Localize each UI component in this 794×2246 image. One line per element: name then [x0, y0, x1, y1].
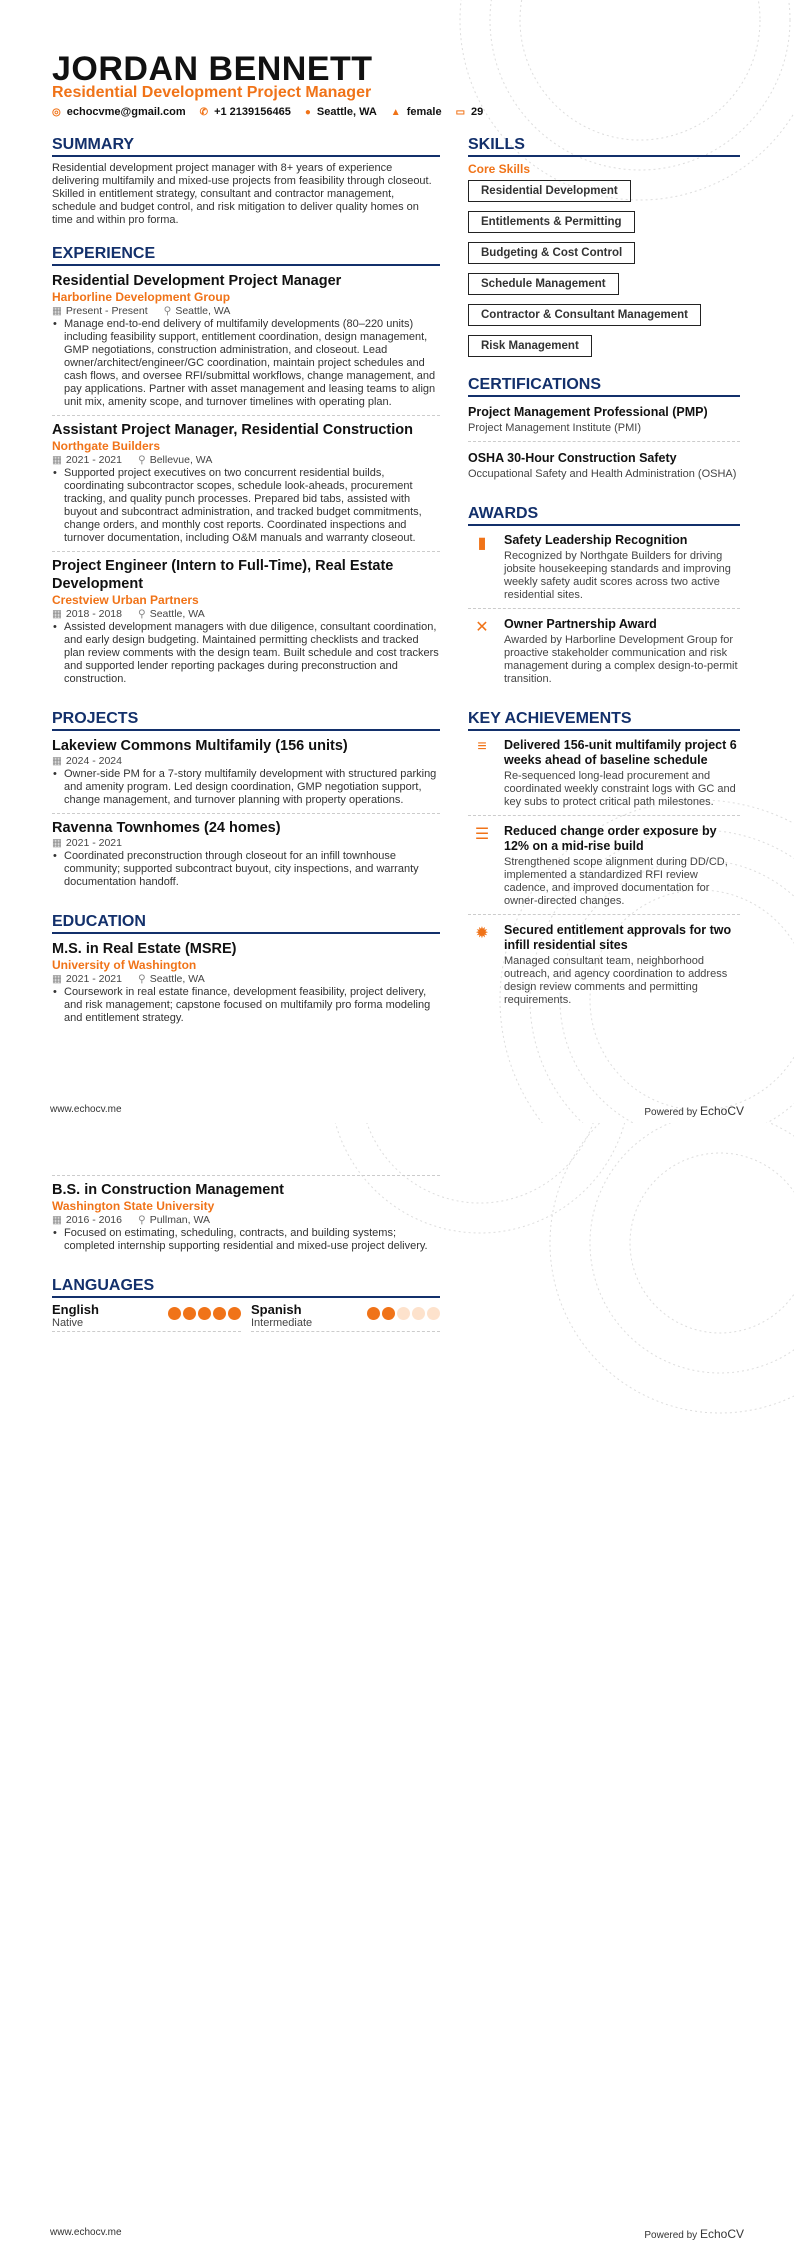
entry — [52, 1180, 440, 1259]
footer-brand[interactable]: EchoCV — [699, 2227, 744, 2241]
entry — [52, 556, 440, 692]
rating-dot — [427, 1307, 440, 1320]
calendar-icon: ▭ — [455, 107, 466, 118]
calendar-icon: ▦ — [52, 454, 62, 466]
contact-location: ● Seattle, WA — [304, 106, 377, 118]
calendar-icon: ▦ — [52, 305, 62, 317]
certification-issuer: Occupational Safety and Health Administration (OSHA) — [468, 468, 737, 480]
calendar-icon: ▦ — [52, 1214, 62, 1226]
entry-title: Ravenna Townhomes (24 homes) — [52, 820, 281, 836]
entry — [52, 736, 440, 814]
language-item — [251, 1303, 440, 1332]
awards-title: Owner Partnership Award — [504, 617, 657, 631]
footer-site-link[interactable]: www.echocv.me — [50, 2227, 122, 2238]
at-icon: ◎ — [52, 107, 61, 118]
rating-dot — [397, 1307, 410, 1320]
entry — [52, 939, 440, 1031]
certifications-heading: CERTIFICATIONS — [468, 376, 740, 397]
entry-bullet: • Assisted development managers with due diligence, consultant coordination, and early design budgeting. Maintained permitting checklists and tracked plan review comments with the design team. Built schedule and cost trackers and supported lender reporting packages during preconstruction and construction. — [52, 621, 440, 686]
achievements-item — [468, 822, 740, 915]
achievements-item — [468, 736, 740, 816]
candidate-name: JORDAN BENNETT — [52, 50, 373, 88]
page-2 — [0, 1123, 794, 2246]
skills-subheading: Core Skills — [468, 162, 531, 176]
footer-brand[interactable]: EchoCV — [699, 1104, 744, 1118]
languages-heading: LANGUAGES — [52, 1277, 440, 1298]
right-column — [468, 136, 740, 1019]
entry-title: M.S. in Real Estate (MSRE) — [52, 941, 237, 957]
location-icon: ⚲ — [137, 608, 146, 620]
entry-meta: ▦ 2021 - 2021 — [52, 837, 122, 849]
location-icon: ⚲ — [163, 305, 172, 317]
entry-bullet: • Coursework in real estate finance, development feasibility, project delivery, and risk management; capstone focused on multifamily pro forma modeling and entitlement strategy. — [52, 986, 440, 1025]
skills-heading: SKILLS — [468, 136, 740, 157]
skill-tag: Budgeting & Cost Control — [468, 242, 635, 264]
rating-dot — [412, 1307, 425, 1320]
entry-organization: Washington State University — [52, 1199, 215, 1213]
language-item — [52, 1303, 241, 1332]
projects-heading: PROJECTS — [52, 710, 440, 731]
experience-heading: EXPERIENCE — [52, 245, 440, 266]
calendar-icon: ▦ — [52, 837, 62, 849]
entry-title: B.S. in Construction Management — [52, 1182, 285, 1198]
location-icon: ⚲ — [137, 454, 146, 466]
certification-item — [468, 402, 740, 442]
rating-dot — [213, 1307, 226, 1320]
achievements-title: Delivered 156-unit multifamily project 6 weeks ahead of baseline schedule — [504, 738, 737, 767]
entry-meta: ▦ Present - Present ⚲ Seattle, WA — [52, 305, 231, 317]
awards-item — [468, 531, 740, 609]
awards-description: Recognized by Northgate Builders for driving jobsite housekeeping standards and improving weekly safety audit scores across two active residential sites. — [504, 550, 731, 601]
skill-tag: Schedule Management — [468, 273, 619, 295]
skill-tag: Risk Management — [468, 335, 592, 357]
calendar-icon: ▦ — [52, 608, 62, 620]
awards-description: Awarded by Harborline Development Group for proactive stakeholder communication and risk management during a complex design-to-permit transition. — [504, 634, 738, 685]
achievements-item — [468, 921, 740, 1013]
rating-dot — [367, 1307, 380, 1320]
language-rating — [365, 1307, 440, 1325]
skill-tag: Entitlements & Permitting — [468, 211, 635, 233]
contact-phone[interactable]: ✆ +1 2139156465 — [199, 106, 291, 118]
achievements-title: Secured entitlement approvals for two infill residential sites — [504, 923, 732, 952]
rating-dot — [183, 1307, 196, 1320]
left-column-continued — [52, 1175, 440, 1332]
rating-dot — [228, 1307, 241, 1320]
entry-bullet: • Manage end-to-end delivery of multifamily developments (80–220 units) including feasibility support, entitlement coordination, design management, GMP negotiations, construction administration, and closeout. Lead owner/architect/engineer/GC coordination, maintain project schedules and cash flows, and oversee RFI/submittal workflows, change management, and pay applications. Partner with asset management and leasing teams to align unit mix, amenity scope, and turnover timelines with operating plan. — [52, 318, 440, 409]
person-icon: ▲ — [390, 107, 401, 118]
footer-powered: Powered by EchoCV — [644, 1104, 744, 1118]
rating-dot — [198, 1307, 211, 1320]
entry-organization: University of Washington — [52, 958, 197, 972]
handshake-icon: ✕ — [475, 619, 489, 636]
awards-item — [468, 615, 740, 692]
location-icon: ⚲ — [137, 973, 146, 985]
language-level: Native — [52, 1317, 84, 1329]
entry-title: Lakeview Commons Multifamily (156 units) — [52, 738, 348, 754]
achievements-description: Re-sequenced long-lead procurement and coordinated weekly constraint logs with GC and key subs to protect critical path milestones. — [504, 770, 736, 808]
entry-bullet: • Coordinated preconstruction through closeout for an infill townhouse community; supported subcontract buyout, city inspections, and warranty documentation handoff. — [52, 850, 440, 889]
awards-heading: AWARDS — [468, 505, 740, 526]
footer-site-link[interactable]: www.echocv.me — [50, 1104, 122, 1115]
entry-meta: ▦ 2024 - 2024 — [52, 755, 122, 767]
certification-title: Project Management Professional (PMP) — [468, 405, 708, 419]
language-name: English — [52, 1302, 99, 1317]
skill-tag: Contractor & Consultant Management — [468, 304, 701, 326]
contact-age: ▭ 29 — [455, 106, 484, 118]
achievements-title: Reduced change order exposure by 12% on a mid-rise build — [504, 824, 717, 853]
contact-bar — [52, 106, 483, 118]
certification-item — [468, 448, 740, 487]
entry-meta: ▦ 2016 - 2016 ⚲ Pullman, WA — [52, 1214, 210, 1226]
achievements-description: Managed consultant team, neighborhood outreach, and agency coordination to address design review comments and permitting requirements. — [504, 955, 728, 1006]
awards-title: Safety Leadership Recognition — [504, 533, 688, 547]
skill-tag: Residential Development — [468, 180, 631, 202]
entry-organization: Harborline Development Group — [52, 290, 231, 304]
achievements-heading: KEY ACHIEVEMENTS — [468, 710, 740, 731]
calendar-icon: ▦ — [52, 755, 62, 767]
entry-organization: Crestview Urban Partners — [52, 593, 199, 607]
language-rating — [166, 1307, 241, 1325]
location-icon: ⚲ — [137, 1214, 146, 1226]
calendar-icon: ▦ — [52, 973, 62, 985]
entry-title: Project Engineer (Intern to Full-Time), Real Estate Development — [52, 558, 394, 592]
entry-title: Assistant Project Manager, Residential Construction — [52, 422, 413, 438]
education-heading: EDUCATION — [52, 913, 440, 934]
footer-powered: Powered by EchoCV — [644, 2227, 744, 2241]
sliders-icon: ☰ — [474, 826, 490, 843]
summary-text: Residential development project manager with 8+ years of experience delivering multifamily and mixed-use projects from feasibility through closeout. Skilled in entitlement strategy, consultant and contractor management, schedule and budget control, and risk mitigation to deliver quality homes on time and within pro forma. — [52, 162, 432, 226]
database-icon: ≡ — [477, 738, 487, 755]
entry — [52, 818, 440, 895]
gear-icon: ✹ — [475, 925, 489, 942]
entry-meta: ▦ 2021 - 2021 ⚲ Seattle, WA — [52, 973, 205, 985]
rating-dot — [382, 1307, 395, 1320]
certification-title: OSHA 30-Hour Construction Safety — [468, 451, 677, 465]
rating-dot — [168, 1307, 181, 1320]
location-icon: ● — [304, 107, 311, 118]
summary-heading: SUMMARY — [52, 136, 440, 157]
certification-issuer: Project Management Institute (PMI) — [468, 422, 642, 434]
left-column — [52, 136, 440, 1035]
entry-meta: ▦ 2021 - 2021 ⚲ Bellevue, WA — [52, 454, 213, 466]
language-name: Spanish — [251, 1302, 302, 1317]
entry-bullet: • Owner-side PM for a 7-story multifamily development with structured parking and amenity program. Led design coordination, GMP negotiation support, change management, and turnover planning with property operations. — [52, 768, 440, 807]
contact-gender: ▲ female — [390, 106, 442, 118]
phone-icon: ✆ — [199, 107, 209, 118]
entry-bullet: • Focused on estimating, scheduling, contracts, and building systems; completed internship supporting residential and mixed-use project delivery. — [52, 1227, 440, 1253]
entry-title: Residential Development Project Manager — [52, 273, 342, 289]
entry — [52, 271, 440, 416]
entry — [52, 420, 440, 552]
entry-bullet: • Supported project executives on two concurrent residential builds, coordinating subcontractor scopes, schedule look-aheads, procurement tracking, and quality punch processes. Prepared bid tabs, assisted with buyout and subcontract administration, and tracked budget commitments, change orders, and monthly cost reports. Coordinated inspections and turnover documentation, including O&M manuals and warranty closeout. — [52, 467, 440, 545]
entry-meta: ▦ 2018 - 2018 ⚲ Seattle, WA — [52, 608, 205, 620]
entry-organization: Northgate Builders — [52, 439, 161, 453]
language-level: Intermediate — [251, 1317, 313, 1329]
achievements-description: Strengthened scope alignment during DD/CD, implemented a standardized RFI review cadence, and improved documentation for owner-directed changes. — [504, 856, 728, 907]
bar-chart-icon: ▮ — [477, 535, 487, 552]
candidate-title: Residential Development Project Manager — [52, 84, 372, 101]
contact-email[interactable]: ◎ echocvme@gmail.com — [52, 106, 186, 118]
